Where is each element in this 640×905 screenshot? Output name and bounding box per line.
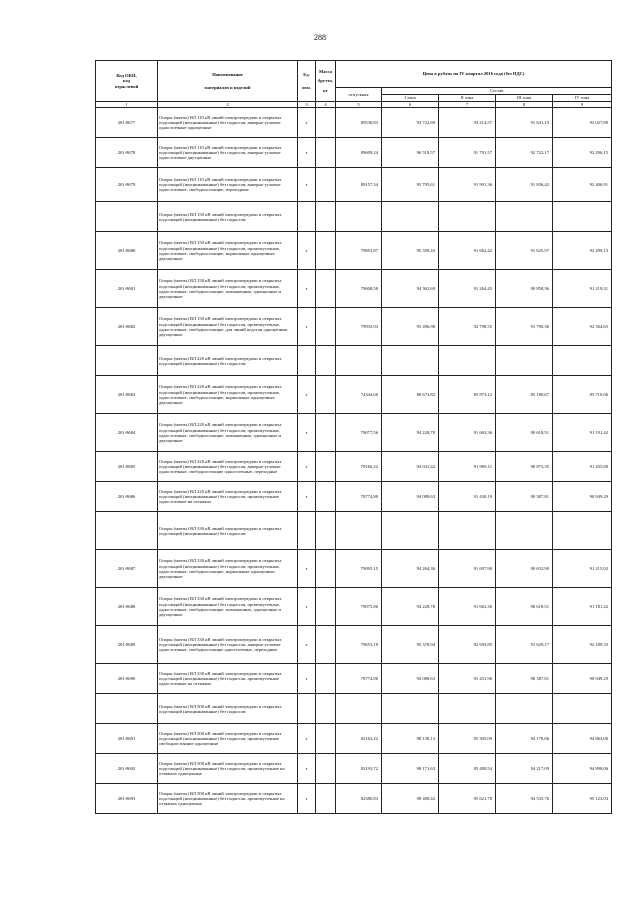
row-zone-1: 88 673,82 xyxy=(382,376,439,414)
row-mass xyxy=(316,694,336,724)
row-unit: т xyxy=(298,452,316,482)
row-name: Опоры (мачты) ВЛ 150 кВ линий электропередачи и открытых подстанций (неоцинкованные) без подкосов, промежуточные, одностоечные, свободностоящие, для линий подстан одноцепные, двухцепные xyxy=(158,308,298,346)
row-mass xyxy=(316,626,336,664)
row-name: Опоры (мачты) ВЛ 330 кВ линий электропередачи и открытых подстанций (неоцинкованные) без подкосов, анкерно-угловые одностоечные, свободностоящие одностоечные, переходные xyxy=(158,626,298,664)
row-zone-3: 90 873,35 xyxy=(496,452,553,482)
row-zone-4: 91 215,92 xyxy=(553,550,612,588)
row-price: 79853,87 xyxy=(336,232,382,270)
row-zone-4: 90 949,29 xyxy=(553,482,612,512)
row-unit xyxy=(298,694,316,724)
row-mass xyxy=(316,202,336,232)
row-unit: т xyxy=(298,376,316,414)
row-code: 201-8691 xyxy=(96,724,158,754)
row-zone-2: 91 264,45 xyxy=(439,270,496,308)
row-mass xyxy=(316,168,336,202)
row-zone-1: 98 171,63 xyxy=(382,754,439,784)
col-number: 6 xyxy=(382,102,439,108)
row-zone-3: 91 641,15 xyxy=(496,108,553,138)
row-zone-4 xyxy=(553,202,612,232)
col-number: 9 xyxy=(553,102,612,108)
table-row xyxy=(96,550,612,588)
row-zone-3: 90 387,81 xyxy=(496,664,553,694)
row-unit: т xyxy=(298,724,316,754)
table-row xyxy=(96,588,612,626)
row-zone-4: 91 181,42 xyxy=(553,588,612,626)
row-zone-2 xyxy=(439,346,496,376)
row-zone-2: 91 663,36 xyxy=(439,588,496,626)
row-unit: т xyxy=(298,308,316,346)
row-zone-2: 91 431,96 xyxy=(439,664,496,694)
header-name xyxy=(158,61,298,102)
table-row xyxy=(96,108,612,138)
row-price: 79095,15 xyxy=(336,550,382,588)
row-zone-1 xyxy=(382,694,439,724)
row-price xyxy=(336,512,382,550)
row-zone-1: 94 362,69 xyxy=(382,270,439,308)
row-zone-1 xyxy=(382,512,439,550)
row-zone-4: 91 435,80 xyxy=(553,452,612,482)
header-zone-4: IV зона xyxy=(553,95,612,102)
row-unit: т xyxy=(298,550,316,588)
row-mass xyxy=(316,270,336,308)
header-zone-3: III зона xyxy=(496,95,553,102)
row-code: 201-8683 xyxy=(96,376,158,414)
row-price: 79653,18 xyxy=(336,626,382,664)
row-zone-2 xyxy=(439,202,496,232)
col-number: 1 xyxy=(96,102,158,108)
row-code: 201-8684 xyxy=(96,414,158,452)
row-mass xyxy=(316,784,336,814)
row-zone-1: 94 228,78 xyxy=(382,588,439,626)
row-code: 201-8693 xyxy=(96,784,158,814)
header-name-line: материалов и изделий xyxy=(204,85,251,90)
row-mass xyxy=(316,754,336,784)
row-zone-3: 90 618,51 xyxy=(496,414,553,452)
table-row xyxy=(96,724,612,754)
col-number: 3 xyxy=(298,102,316,108)
header-mass-line: брутто, xyxy=(318,78,333,84)
row-name: Опоры (мачты) ВЛ 110 кВ линий электропередачи и открытых подстанций (неоцинкованные) без подкосов, анкерно-угловые одностоечные двухцепные xyxy=(158,138,298,168)
price-table xyxy=(95,60,612,814)
row-name: Опоры (мачты) ВЛ 330 кВ линий электропередачи и открытых подстанций (неоцинкованные) без подкосов, промежуточные, одностоечные, свободностоящие, повышенные, одноцепные и двухцепные xyxy=(158,588,298,626)
row-zone-2: 95 480,54 xyxy=(439,754,496,784)
row-unit: т xyxy=(298,588,316,626)
row-zone-2: 91 791,57 xyxy=(439,138,496,168)
row-unit xyxy=(298,512,316,550)
row-name: Опоры (мачты) ВЛ 330 кВ линий электропередачи и открытых подстанций (неоцинкованные) без подкосов: xyxy=(158,512,298,550)
row-unit: т xyxy=(298,482,316,512)
row-zone-2: 91 430,19 xyxy=(439,482,496,512)
header-unit xyxy=(298,61,316,102)
row-mass xyxy=(316,376,336,414)
row-zone-3: 91 790,36 xyxy=(496,308,553,346)
row-name: Опоры (мачты) ВЛ 150 кВ линий электропередачи и открытых подстанций (неоцинкованные) без подкосов, промежуточные, одностоечные, свободностоящие, нормальные одноцепные, двухцепные xyxy=(158,232,298,270)
row-zone-3: 90 618,51 xyxy=(496,588,553,626)
row-zone-1: 96 518,57 xyxy=(382,138,439,168)
row-zone-4: 92 296,15 xyxy=(553,138,612,168)
row-zone-1: 94 228,78 xyxy=(382,414,439,452)
header-unit-line: Ед. xyxy=(303,71,310,77)
table-row xyxy=(96,138,612,168)
row-zone-1: 95 496,98 xyxy=(382,308,439,346)
row-zone-4 xyxy=(553,694,612,724)
row-name: Опоры (мачты) ВЛ 500 кВ линий электропередачи и открытых подстанций (неоцинкованные) без подкосов, промежуточные на оттяжках одноцепные xyxy=(158,754,298,784)
row-price: 79933,93 xyxy=(336,308,382,346)
table-row xyxy=(96,512,612,550)
row-name: Опоры (мачты) ВЛ 110 кВ линий электропередачи и открытых подстанций (неоцинкованные) без подкосов, анкерно-угловые одностоечные, свободностоящие, переходные xyxy=(158,168,298,202)
row-code: 201-8688 xyxy=(96,588,158,626)
row-code: 201-8678 xyxy=(96,138,158,168)
row-price: 79166,22 xyxy=(336,452,382,482)
col-number: 4 xyxy=(316,102,336,108)
row-zone-3: 94 178,06 xyxy=(496,724,553,754)
header-zone-1: I зона xyxy=(382,95,439,102)
table-row xyxy=(96,232,612,270)
row-zone-4: 91 191,42 xyxy=(553,414,612,452)
row-name: Опоры (мачты) ВЛ 220 кВ линий электропередачи и открытых подстанций (неоцинкованные) без подкосов, промежуточные, одностоечные, свободностоящие, нормальные одноцепные, двухцепные xyxy=(158,376,298,414)
row-zone-4 xyxy=(553,346,612,376)
table-row xyxy=(96,202,612,232)
row-price: 89609,24 xyxy=(336,138,382,168)
row-mass xyxy=(316,512,336,550)
header-mass-line: Масса xyxy=(318,69,333,75)
row-zone-3 xyxy=(496,346,553,376)
row-zone-2: 91 663,36 xyxy=(439,414,496,452)
row-code: 201-8689 xyxy=(96,626,158,664)
row-code: 201-8682 xyxy=(96,308,158,346)
row-unit: т xyxy=(298,414,316,452)
row-zone-1: 98 138,13 xyxy=(382,724,439,754)
row-mass xyxy=(316,664,336,694)
table-row xyxy=(96,452,612,482)
row-zone-3: 94 217,09 xyxy=(496,754,553,784)
row-unit: т xyxy=(298,626,316,664)
row-mass xyxy=(316,138,336,168)
row-name: Опоры (мачты) ВЛ 150 кВ линий электропередачи и открытых подстанций (неоцинкованные) без подкосов, промежуточные, одностоечные, свободностоящие, повышенные, одноцепные и двухцепные xyxy=(158,270,298,308)
table-row xyxy=(96,168,612,202)
row-zone-3 xyxy=(496,512,553,550)
row-code xyxy=(96,202,158,232)
row-price: 78774,80 xyxy=(336,664,382,694)
row-zone-2: 95 621,78 xyxy=(439,784,496,814)
table-row xyxy=(96,308,612,346)
row-mass xyxy=(316,108,336,138)
header-mass xyxy=(316,61,336,102)
row-zone-2: 91 697,90 xyxy=(439,550,496,588)
row-name: Опоры (мачты) ВЛ 500 кВ линий электропередачи и открытых подстанций (неоцинкованные) без подкосов, промежуточные на оттяжках одноцепные xyxy=(158,784,298,814)
row-price: 82193,72 xyxy=(336,754,382,784)
row-code xyxy=(96,512,158,550)
row-mass xyxy=(316,724,336,754)
row-mass xyxy=(316,482,336,512)
row-zone-4: 95 123,03 xyxy=(553,784,612,814)
row-zone-1 xyxy=(382,346,439,376)
row-zone-3: 90 652,90 xyxy=(496,550,553,588)
row-code: 201-8680 xyxy=(96,232,158,270)
row-name: Опоры (мачты) ВЛ 330 кВ линий электропередачи и открытых подстанций (неоцинкованные) без подкосов, промежуточные, одностоечные, свободностоящие, нормальные одноцепные, двухцепные xyxy=(158,550,298,588)
col-number: 7 xyxy=(439,102,496,108)
row-zone-2: 92 693,85 xyxy=(439,626,496,664)
row-code xyxy=(96,346,158,376)
row-zone-4: 90 949,29 xyxy=(553,664,612,694)
row-mass xyxy=(316,414,336,452)
row-zone-1: 95 378,94 xyxy=(382,626,439,664)
row-code: 201-8677 xyxy=(96,108,158,138)
row-zone-2: 93 214,57 xyxy=(439,108,496,138)
header-zone-2: II зона xyxy=(439,95,496,102)
table-body xyxy=(96,108,612,814)
row-zone-4 xyxy=(553,512,612,550)
header-name-line: Наименование xyxy=(212,71,243,77)
row-zone-4: 92 189,33 xyxy=(553,626,612,664)
row-price: 82380,83 xyxy=(336,784,382,814)
page-number: 288 xyxy=(314,33,326,42)
row-price xyxy=(336,202,382,232)
row-price: 89530,83 xyxy=(336,108,382,138)
row-price: 89157,34 xyxy=(336,168,382,202)
row-zone-4: 92 027,89 xyxy=(553,108,612,138)
table-row xyxy=(96,694,612,724)
row-name: Опоры (мачты) ВЛ 500 кВ линий электропередачи и открытых подстанций (неоцинкованные) без подкосов: xyxy=(158,694,298,724)
table-row xyxy=(96,626,612,664)
table-row xyxy=(96,376,612,414)
row-zone-1: 94 941,42 xyxy=(382,452,439,482)
row-price: 79608,58 xyxy=(336,270,382,308)
row-zone-1: 94 264,36 xyxy=(382,550,439,588)
row-unit: т xyxy=(298,784,316,814)
row-price: 74344,60 xyxy=(336,376,382,414)
row-code: 201-8679 xyxy=(96,168,158,202)
row-zone-4: 91 219,31 xyxy=(553,270,612,308)
col-number: 2 xyxy=(158,102,298,108)
row-zone-2: 85 873,12 xyxy=(439,376,496,414)
row-zone-4: 92 299,13 xyxy=(553,232,612,270)
row-zone-2: 92 798,55 xyxy=(439,308,496,346)
row-mass xyxy=(316,346,336,376)
row-name: Опоры (мачты) ВЛ 500 кВ линий электропередачи и открытых подстанций (неоцинкованные) без подкосов, промежуточные свободностоящие одноцепные xyxy=(158,724,298,754)
header-price-title: Цена в рублях на IV квартал 2016 года (без НДС) xyxy=(336,61,612,88)
table-row xyxy=(96,784,612,814)
row-zone-2: 95 305,09 xyxy=(439,724,496,754)
row-zone-1: 95 795,61 xyxy=(382,168,439,202)
row-zone-4: 94 863,06 xyxy=(553,724,612,754)
header-unit-line: изм. xyxy=(302,85,311,90)
row-unit: т xyxy=(298,664,316,694)
header-composition: Состав xyxy=(382,88,612,95)
row-zone-1: 94 088,63 xyxy=(382,664,439,694)
header-code xyxy=(96,61,158,102)
row-zone-4: 94 898,06 xyxy=(553,754,612,784)
row-code: 201-8690 xyxy=(96,664,158,694)
row-zone-3: 85 180,67 xyxy=(496,376,553,414)
header-code-line: код xyxy=(122,78,131,84)
row-zone-3: 90 858,36 xyxy=(496,270,553,308)
row-name: Опоры (мачты) ВЛ 220 кВ линий электропередачи и открытых подстанций (неоцинкованные) без подкосов, анкерно-угловые одностоечные, свободностоящие одностоечные, переходные xyxy=(158,452,298,482)
row-price: 78774,80 xyxy=(336,482,382,512)
header-mass-line: кг xyxy=(323,87,328,93)
row-unit xyxy=(298,202,316,232)
row-mass xyxy=(316,452,336,482)
row-zone-3: 91 836,42 xyxy=(496,168,553,202)
row-price: 79075,86 xyxy=(336,588,382,626)
row-zone-4: 85 710,06 xyxy=(553,376,612,414)
row-code xyxy=(96,694,158,724)
row-zone-1: 94 088,63 xyxy=(382,482,439,512)
table-row xyxy=(96,270,612,308)
table-row xyxy=(96,754,612,784)
row-code: 201-8692 xyxy=(96,754,158,784)
row-name: Опоры (мачты) ВЛ 220 кВ линий электропередачи и открытых подстанций (неоцинкованные) без подкосов: xyxy=(158,346,298,376)
row-price: 82163,22 xyxy=(336,724,382,754)
table-row xyxy=(96,414,612,452)
row-zone-3 xyxy=(496,694,553,724)
row-name: Опоры (мачты) ВЛ 330 кВ линий электропередачи и открытых подстанций (неоцинкованные) без подкосов, промежуточные одностоечные на оттяжках xyxy=(158,664,298,694)
row-code: 201-8686 xyxy=(96,482,158,512)
row-mass xyxy=(316,308,336,346)
row-price xyxy=(336,694,382,724)
row-zone-1 xyxy=(382,202,439,232)
row-price: 79077,56 xyxy=(336,414,382,452)
row-zone-3: 92 722,17 xyxy=(496,138,553,168)
row-zone-2: 91 662,42 xyxy=(439,232,496,270)
row-mass xyxy=(316,588,336,626)
row-name: Опоры (мачты) ВЛ 110 кВ линий электропередачи и открытых подстанций (неоцинкованные) без подкосов, анкерно-угловые одностоечные одноцепные xyxy=(158,108,298,138)
header-code-line: Код ОКП, xyxy=(116,73,137,79)
row-unit: т xyxy=(298,168,316,202)
col-number: 8 xyxy=(496,102,553,108)
row-unit: т xyxy=(298,754,316,784)
header-reference: отпускная xyxy=(336,88,382,102)
col-number: 5 xyxy=(336,102,382,108)
table-header xyxy=(96,61,612,108)
row-zone-2 xyxy=(439,512,496,550)
row-unit: т xyxy=(298,270,316,308)
row-mass xyxy=(316,232,336,270)
header-code-line: отраслевой xyxy=(114,83,139,89)
row-zone-2: 91 991,36 xyxy=(439,168,496,202)
row-mass xyxy=(316,550,336,588)
table-row xyxy=(96,482,612,512)
row-name: Опоры (мачты) ВЛ 220 кВ линий электропередачи и открытых подстанций (неоцинкованные) без подкосов, промежуточные одностоечные на оттяжках xyxy=(158,482,298,512)
row-zone-3: 90 387,81 xyxy=(496,482,553,512)
row-zone-3: 91 625,97 xyxy=(496,232,553,270)
row-code: 201-8681 xyxy=(96,270,158,308)
row-zone-3 xyxy=(496,202,553,232)
row-unit: т xyxy=(298,232,316,270)
row-zone-2 xyxy=(439,694,496,724)
row-zone-1: 98 408,42 xyxy=(382,784,439,814)
row-code: 201-8687 xyxy=(96,550,158,588)
row-zone-4: 92 364,65 xyxy=(553,308,612,346)
row-name: Опоры (мачты) ВЛ 150 кВ линий электропередачи и открытых подстанций (неоцинкованные) без подкосов: xyxy=(158,202,298,232)
row-zone-3: 94 535,76 xyxy=(496,784,553,814)
row-zone-1: 93 722,80 xyxy=(382,108,439,138)
row-zone-3: 91 629,17 xyxy=(496,626,553,664)
table-row xyxy=(96,346,612,376)
row-price xyxy=(336,346,382,376)
row-unit: т xyxy=(298,108,316,138)
row-zone-4: 92 406,91 xyxy=(553,168,612,202)
row-unit xyxy=(298,346,316,376)
row-code: 201-8685 xyxy=(96,452,158,482)
table-row xyxy=(96,664,612,694)
row-unit: т xyxy=(298,138,316,168)
row-zone-2: 91 969,11 xyxy=(439,452,496,482)
row-name: Опоры (мачты) ВЛ 220 кВ линий электропередачи и открытых подстанций (неоцинкованные) без подкосов, промежуточные, одностоечные, свободностоящие, повышенные, одноцепные и двухцепные xyxy=(158,414,298,452)
row-zone-1: 95 359,43 xyxy=(382,232,439,270)
